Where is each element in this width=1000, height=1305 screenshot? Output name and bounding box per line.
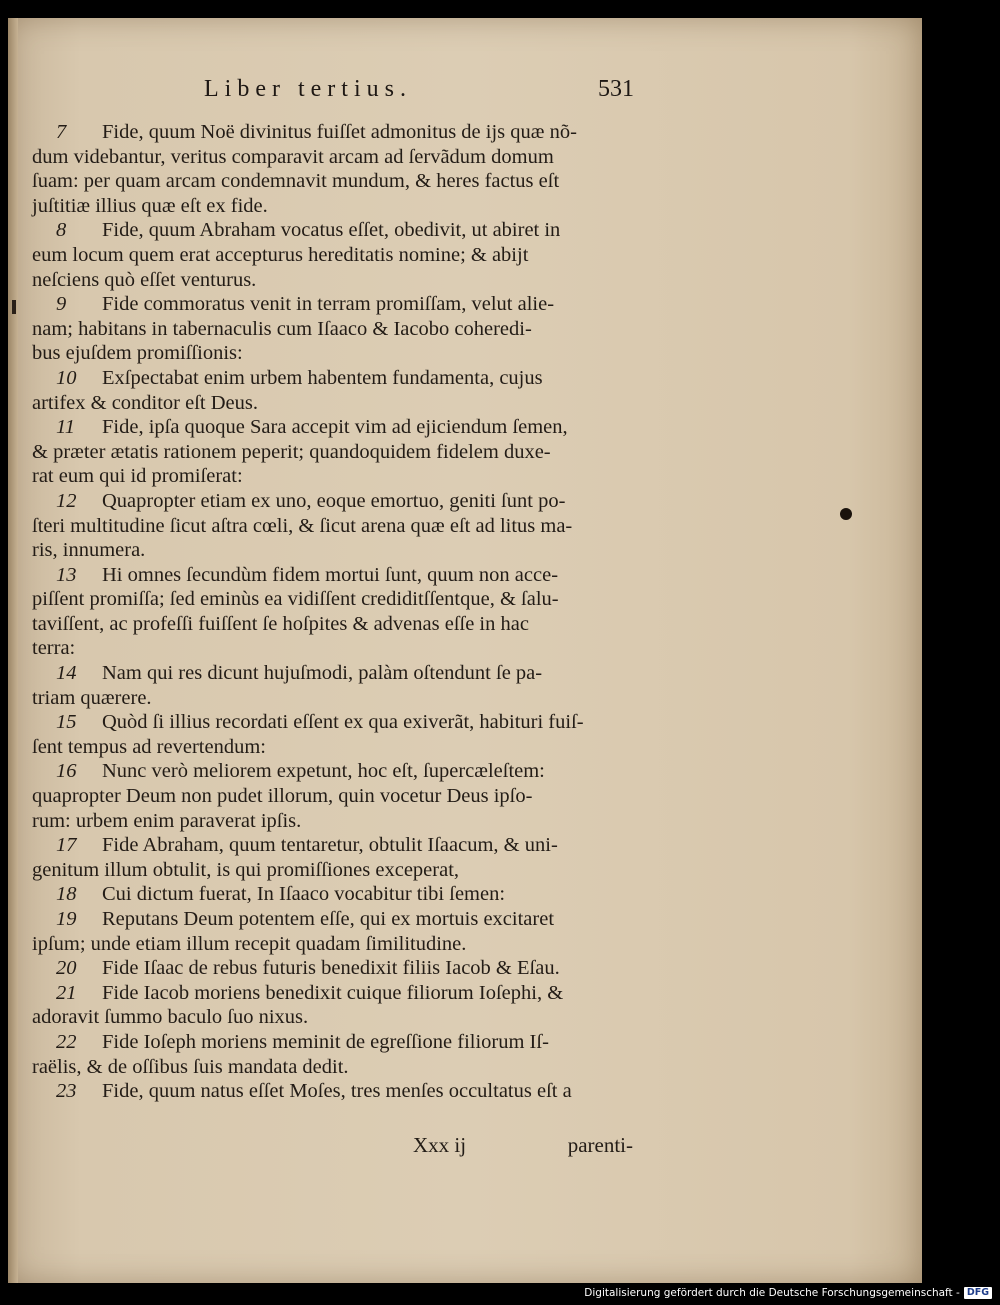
text-line (32, 932, 628, 957)
verse-number: 20 (56, 957, 77, 980)
book-page (8, 18, 922, 1283)
page-number: 531 (598, 76, 634, 102)
text-line (32, 169, 628, 194)
line-text: raëlis, & de oſſibus ſuis mandata dedit. (32, 1055, 349, 1078)
credit-text: Digitalisierung gefördert durch die Deutsche Forschungsgemeinschaft - (584, 1287, 960, 1299)
text-line (32, 243, 628, 268)
line-text: Nam qui res dicunt hujuſmodi, palàm oſtendunt ſe pa- (102, 662, 543, 685)
verse-number: 21 (56, 981, 77, 1004)
text-line (32, 292, 628, 317)
line-text: bus ejuſdem promiſſionis: (32, 342, 243, 365)
line-text: rum: urbem enim paraverat ipſis. (32, 809, 302, 832)
dfg-logo: DFG (964, 1287, 992, 1299)
line-text: Exſpectabat enim urbem habentem fundamenta, cujus (102, 366, 543, 389)
text-line (32, 907, 628, 932)
text-line (32, 514, 628, 539)
text-line (32, 391, 628, 416)
line-text: ſteri multitudine ſicut aſtra cœli, & ſicut arena quæ eſt ad litus ma- (32, 514, 573, 537)
line-text: nam; habitans in tabernaculis cum Iſaaco & Iacobo coheredi- (32, 317, 532, 340)
text-line (32, 858, 628, 883)
margin-mark (12, 300, 16, 314)
line-text: Quòd ſi illius recordati eſſent ex qua exiverãt, habituri fuiſ- (102, 711, 584, 734)
text-line (32, 1030, 628, 1055)
line-text: Hi omnes ſecundùm fidem mortui ſunt, quum non acce- (102, 563, 559, 586)
line-text: Nunc verò meliorem expetunt, hoc eſt, ſupercæleſtem: (102, 760, 545, 783)
catchword: parenti- (567, 1133, 633, 1157)
verse-number: 15 (56, 711, 77, 734)
text-line (32, 809, 628, 834)
line-text: Quapropter etiam ex uno, eoque emortuo, geniti ſunt po- (102, 489, 566, 512)
text-line (32, 440, 628, 465)
text-line (32, 120, 628, 145)
line-text: artifex & conditor eſt Deus. (32, 391, 259, 414)
text-line (32, 661, 628, 686)
text-line (32, 464, 628, 489)
signature-mark: Xxx ij (413, 1133, 467, 1157)
line-text: Cui dictum fuerat, In Iſaaco vocabitur tibi ſemen: (102, 883, 506, 906)
verse-number: 10 (56, 366, 77, 389)
verse-number: 23 (56, 1080, 77, 1103)
line-text: ſent tempus ad revertendum: (32, 735, 266, 758)
line-text: eum locum quem erat accepturus hereditatis nomine; & abijt (32, 243, 529, 266)
line-text: taviſſent, ac profeſſi fuiſſent ſe hoſpites & advenas eſſe in hac (32, 612, 529, 635)
verse-number: 14 (56, 662, 77, 685)
text-line (32, 218, 628, 243)
line-text: ris, innumera. (32, 539, 146, 562)
text-line (32, 759, 628, 784)
line-text: rat eum qui id promiſerat: (32, 465, 243, 488)
line-text: & præter ætatis rationem peperit; quandoquidem fidelem duxe- (32, 440, 551, 463)
text-line (32, 833, 628, 858)
verse-number: 9 (56, 293, 67, 316)
line-text: ipſum; unde etiam illum recepit quadam ſimilitudine. (32, 932, 467, 955)
line-text: ſuam: per quam arcam condemnavit mundum, & heres factus eſt (32, 170, 560, 193)
verse-number: 13 (56, 563, 77, 586)
text-line (32, 956, 628, 981)
line-text: Fide Iſaac de rebus futuris benedixit filiis Iacob & Eſau. (102, 957, 560, 980)
line-text: Fide commoratus venit in terram promiſſam, velut alie- (102, 293, 555, 316)
text-line (32, 1079, 628, 1104)
text-line (32, 1055, 628, 1080)
verse-number: 7 (56, 121, 67, 143)
text-line (32, 268, 628, 293)
verse-number: 16 (56, 760, 77, 783)
ink-spot (840, 508, 852, 520)
digitization-credit (584, 1285, 992, 1301)
text-line (32, 366, 628, 391)
line-text: Fide, quum Abraham vocatus eſſet, obedivit, ut abiret in (102, 219, 561, 242)
line-text: Fide Iacob moriens benedixit cuique filiorum Ioſephi, & (102, 981, 564, 1004)
line-text: Fide, ipſa quoque Sara accepit vim ad ejiciendum ſemen, (102, 416, 568, 439)
line-text: Fide, quum natus eſſet Moſes, tres menſes occultatus eſt a (102, 1080, 572, 1103)
page-footer (413, 1133, 633, 1163)
line-text: neſciens quò eſſet venturus. (32, 268, 257, 291)
verse-number: 22 (56, 1030, 77, 1053)
line-text: terra: (32, 637, 76, 660)
text-line (32, 563, 628, 588)
text-line (32, 686, 628, 711)
body-text (32, 120, 628, 1104)
text-line (32, 538, 628, 563)
text-line (32, 194, 628, 219)
text-line (32, 145, 628, 170)
line-text: piſſent promiſſa; ſed eminùs ea vidiſſent crediditſſentque, & ſalu- (32, 588, 559, 611)
verse-number: 18 (56, 883, 77, 906)
verse-number: 11 (56, 416, 75, 439)
text-line (32, 1005, 628, 1030)
text-line (32, 735, 628, 760)
verse-number: 19 (56, 908, 77, 930)
running-title: Liber tertius. (204, 76, 412, 102)
line-text: Fide Abraham, quum tentaretur, obtulit Iſaacum, & uni- (102, 834, 558, 857)
line-text: genitum illum obtulit, is qui promiſſiones exceperat, (32, 858, 460, 881)
line-text: Fide Ioſeph moriens meminit de egreſſione filiorum Iſ- (102, 1030, 549, 1053)
text-line (32, 784, 628, 809)
line-text: adoravit ſummo baculo ſuo nixus. (32, 1006, 309, 1029)
line-text: triam quærere. (32, 686, 152, 709)
text-line (32, 341, 628, 366)
verse-number: 8 (56, 219, 67, 242)
line-text: juſtitiæ illius quæ eſt ex fide. (32, 194, 268, 217)
text-line (32, 882, 628, 907)
line-text: Reputans Deum potentem eſſe, qui ex mortuis excitaret (102, 908, 555, 930)
line-text: quapropter Deum non pudet illorum, quin vocetur Deus ipſo- (32, 785, 533, 808)
page-header (204, 76, 634, 108)
text-line (32, 612, 628, 637)
text-line (32, 981, 628, 1006)
text-line (32, 489, 628, 514)
text-line (32, 317, 628, 342)
line-text: dum videbantur, veritus comparavit arcam ad ſervãdum domum (32, 145, 554, 168)
verse-number: 17 (56, 834, 77, 857)
text-line (32, 636, 628, 661)
line-text: Fide, quum Noë divinitus fuiſſet admonitus de ijs quæ nõ- (102, 121, 577, 143)
page-binding-edge (8, 18, 18, 1283)
text-line (32, 710, 628, 735)
verse-number: 12 (56, 489, 77, 512)
text-line (32, 415, 628, 440)
text-line (32, 587, 628, 612)
